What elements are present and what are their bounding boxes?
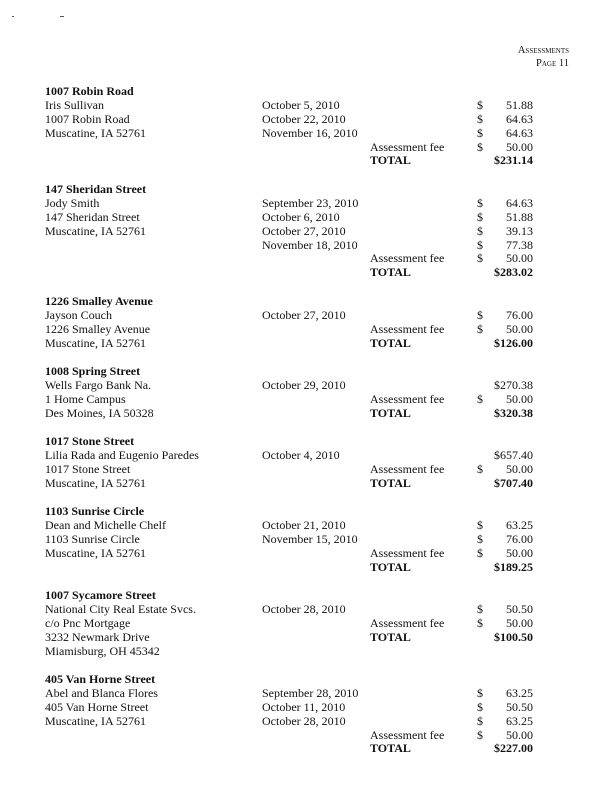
entry-row bbox=[45, 209, 533, 225]
amount-value: 51.88 bbox=[506, 209, 533, 224]
amount bbox=[477, 239, 533, 253]
fee-label: TOTAL bbox=[370, 559, 411, 574]
fee-label: TOTAL bbox=[370, 475, 411, 490]
amount bbox=[477, 729, 533, 743]
entry-row bbox=[45, 377, 533, 393]
amount bbox=[477, 127, 533, 141]
property-heading: 1008 Spring Street bbox=[45, 364, 141, 378]
currency-symbol: $ bbox=[477, 195, 483, 210]
entry-row bbox=[45, 615, 533, 631]
currency-symbol: $ bbox=[477, 601, 483, 616]
amount bbox=[477, 393, 533, 407]
property-heading: 1103 Sunrise Circle bbox=[45, 504, 145, 518]
fee-label: Assessment fee bbox=[370, 461, 445, 476]
property-heading: 1007 Robin Road bbox=[45, 84, 134, 98]
total-row bbox=[45, 335, 533, 351]
assessment-date: October 11, 2010 bbox=[262, 699, 346, 714]
amount-value: 64.63 bbox=[506, 125, 533, 140]
amount bbox=[477, 519, 533, 533]
page-number: Page 11 bbox=[536, 58, 569, 69]
assessment-date: September 28, 2010 bbox=[262, 685, 359, 700]
amount-value: 50.00 bbox=[506, 139, 533, 154]
owner-address-line: National City Real Estate Svcs. bbox=[45, 601, 196, 616]
fee-label: TOTAL bbox=[370, 335, 411, 350]
property-entry bbox=[45, 504, 533, 574]
amount-value: 64.63 bbox=[506, 111, 533, 126]
currency-symbol: $ bbox=[477, 97, 483, 112]
property-entry bbox=[45, 672, 533, 756]
currency-symbol: $ bbox=[477, 727, 483, 742]
fee-label: Assessment fee bbox=[370, 251, 445, 266]
property-entry bbox=[45, 588, 533, 658]
property-entry bbox=[45, 84, 533, 168]
currency-symbol: $ bbox=[477, 251, 483, 266]
assessment-date: September 23, 2010 bbox=[262, 195, 359, 210]
amount: $283.02 bbox=[494, 265, 533, 280]
amount-value: 50.50 bbox=[506, 699, 533, 714]
owner-address-line: 3232 Newmark Drive bbox=[45, 629, 150, 644]
assessment-date: November 15, 2010 bbox=[262, 531, 358, 546]
property-heading: 1017 Stone Street bbox=[45, 434, 135, 448]
owner-address-line: Muscatine, IA 52761 bbox=[45, 125, 146, 140]
entry-row bbox=[45, 223, 533, 239]
scan-mark bbox=[12, 16, 14, 17]
amount: $126.00 bbox=[494, 335, 533, 350]
entry-row bbox=[45, 727, 533, 743]
currency-symbol: $ bbox=[477, 685, 483, 700]
amount: $189.25 bbox=[494, 559, 533, 574]
property-heading: 405 Van Horne Street bbox=[45, 672, 156, 686]
entry-row bbox=[45, 321, 533, 337]
amount bbox=[477, 701, 533, 715]
amount-value: 77.38 bbox=[506, 237, 533, 252]
amount bbox=[477, 687, 533, 701]
fee-label: Assessment fee bbox=[370, 727, 445, 742]
total-row bbox=[45, 741, 533, 756]
currency-symbol: $ bbox=[477, 461, 483, 476]
owner-address-line: 1 Home Campus bbox=[45, 391, 126, 406]
assessment-date: October 28, 2010 bbox=[262, 713, 346, 728]
assessment-date: October 6, 2010 bbox=[262, 209, 340, 224]
owner-address-line: Jayson Couch bbox=[45, 307, 112, 322]
amount-value: 50.00 bbox=[506, 545, 533, 560]
owner-address-line: Abel and Blanca Flores bbox=[45, 685, 158, 700]
owner-address-line: Muscatine, IA 52761 bbox=[45, 713, 146, 728]
owner-address-line: 1017 Stone Street bbox=[45, 461, 131, 476]
fee-label: TOTAL bbox=[370, 265, 411, 280]
amount-value: 64.63 bbox=[506, 195, 533, 210]
owner-address-line: Muscatine, IA 52761 bbox=[45, 475, 146, 490]
entry-row bbox=[45, 97, 533, 113]
running-header-title: Assessments bbox=[517, 45, 569, 56]
owner-address-line: 1103 Sunrise Circle bbox=[45, 531, 140, 546]
amount-value: 51.88 bbox=[506, 97, 533, 112]
owner-address-line: Wells Fargo Bank Na. bbox=[45, 377, 152, 392]
amount bbox=[477, 617, 533, 631]
fee-label: Assessment fee bbox=[370, 139, 445, 154]
owner-address-line: Lilia Rada and Eugenio Paredes bbox=[45, 447, 199, 462]
entry-row bbox=[45, 517, 533, 533]
currency-symbol: $ bbox=[477, 125, 483, 140]
currency-symbol: $ bbox=[477, 237, 483, 252]
amount bbox=[477, 113, 533, 127]
amount: $231.14 bbox=[494, 153, 533, 168]
entry-row bbox=[45, 139, 533, 155]
owner-address-line: Des Moines, IA 50328 bbox=[45, 405, 154, 420]
assessment-date: October 28, 2010 bbox=[262, 601, 346, 616]
currency-symbol: $ bbox=[477, 615, 483, 630]
assessment-date: November 16, 2010 bbox=[262, 125, 358, 140]
entry-row bbox=[45, 237, 533, 253]
fee-label: Assessment fee bbox=[370, 545, 445, 560]
amount: $270.38 bbox=[494, 377, 533, 392]
total-row bbox=[45, 475, 533, 491]
assessment-date: October 5, 2010 bbox=[262, 97, 340, 112]
currency-symbol: $ bbox=[477, 531, 483, 546]
owner-address-line: Muscatine, IA 52761 bbox=[45, 335, 146, 350]
owner-address-line: 405 Van Horne Street bbox=[45, 699, 149, 714]
owner-address-line: Muscatine, IA 52761 bbox=[45, 545, 146, 560]
entry-row bbox=[45, 601, 533, 617]
entry-row bbox=[45, 111, 533, 127]
amount: $100.50 bbox=[494, 629, 533, 644]
amount-value: 50.00 bbox=[506, 461, 533, 476]
entry-row bbox=[45, 685, 533, 701]
amount bbox=[477, 323, 533, 337]
entry-row bbox=[45, 645, 505, 659]
assessment-date: October 22, 2010 bbox=[262, 111, 346, 126]
amount-value: 39.13 bbox=[506, 223, 533, 238]
total-row bbox=[45, 559, 533, 575]
entry-row bbox=[45, 447, 533, 463]
currency-symbol: $ bbox=[477, 699, 483, 714]
amount bbox=[477, 715, 533, 729]
amount-value: 63.25 bbox=[506, 685, 533, 700]
currency-symbol: $ bbox=[477, 517, 483, 532]
owner-address-line: 1226 Smalley Avenue bbox=[45, 321, 151, 336]
total-row bbox=[45, 405, 533, 421]
property-heading: 1007 Sycamore Street bbox=[45, 588, 156, 602]
entry-row bbox=[45, 545, 533, 561]
amount bbox=[477, 463, 533, 477]
entry-row bbox=[45, 531, 533, 547]
fee-label: TOTAL bbox=[370, 741, 411, 756]
amount: $657.40 bbox=[494, 447, 533, 462]
owner-address-line: Dean and Michelle Chelf bbox=[45, 517, 166, 532]
amount-value: 76.00 bbox=[506, 531, 533, 546]
fee-label: TOTAL bbox=[370, 153, 411, 168]
scan-mark bbox=[60, 16, 64, 17]
currency-symbol: $ bbox=[477, 713, 483, 728]
currency-symbol: $ bbox=[477, 545, 483, 560]
property-entry bbox=[45, 364, 533, 421]
owner-address-line: Iris Sullivan bbox=[45, 97, 104, 112]
property-entry bbox=[45, 182, 533, 280]
entry-row bbox=[45, 391, 533, 407]
assessment-date: October 27, 2010 bbox=[262, 307, 346, 322]
fee-label: Assessment fee bbox=[370, 615, 445, 630]
assessment-date: October 4, 2010 bbox=[262, 447, 340, 462]
entry-row bbox=[45, 251, 533, 266]
entry-row bbox=[45, 125, 533, 141]
amount-value: 76.00 bbox=[506, 307, 533, 322]
assessment-date: November 18, 2010 bbox=[262, 237, 358, 252]
owner-address-line: Jody Smith bbox=[45, 195, 100, 210]
owner-address-line: Muscatine, IA 52761 bbox=[45, 223, 146, 238]
currency-symbol: $ bbox=[477, 321, 483, 336]
owner-address-line: 147 Sheridan Street bbox=[45, 209, 140, 224]
fee-label: Assessment fee bbox=[370, 391, 445, 406]
amount bbox=[477, 547, 533, 561]
property-entry bbox=[45, 434, 533, 491]
amount: $320.38 bbox=[494, 405, 533, 420]
amount bbox=[477, 603, 533, 617]
assessment-date: October 27, 2010 bbox=[262, 223, 346, 238]
owner-address-line: Miamisburg, OH 45342 bbox=[45, 643, 160, 658]
amount bbox=[477, 211, 533, 225]
amount: $707.40 bbox=[494, 475, 533, 490]
property-heading: 1226 Smalley Avenue bbox=[45, 294, 153, 308]
currency-symbol: $ bbox=[477, 391, 483, 406]
owner-address-line: c/o Pnc Mortgage bbox=[45, 615, 131, 630]
entry-row bbox=[45, 307, 533, 323]
fee-label: Assessment fee bbox=[370, 321, 445, 336]
owner-address-line: 1007 Robin Road bbox=[45, 111, 130, 126]
amount bbox=[477, 141, 533, 155]
total-row bbox=[45, 629, 533, 645]
fee-label: TOTAL bbox=[370, 629, 411, 644]
amount bbox=[477, 99, 533, 113]
entry-row bbox=[45, 195, 533, 211]
amount-value: 50.00 bbox=[506, 727, 533, 742]
entry-row bbox=[45, 713, 533, 729]
currency-symbol: $ bbox=[477, 307, 483, 322]
amount-value: 50.00 bbox=[506, 321, 533, 336]
amount-value: 63.25 bbox=[506, 517, 533, 532]
entry-row bbox=[45, 461, 533, 477]
total-row bbox=[45, 153, 533, 168]
currency-symbol: $ bbox=[477, 139, 483, 154]
amount-value: 50.50 bbox=[506, 601, 533, 616]
assessment-date: October 29, 2010 bbox=[262, 377, 346, 392]
assessment-date: October 21, 2010 bbox=[262, 517, 346, 532]
amount-value: 50.00 bbox=[506, 391, 533, 406]
total-row bbox=[45, 265, 533, 280]
currency-symbol: $ bbox=[477, 209, 483, 224]
amount-value: 50.00 bbox=[506, 615, 533, 630]
currency-symbol: $ bbox=[477, 223, 483, 238]
entry-row bbox=[45, 699, 533, 715]
property-heading: 147 Sheridan Street bbox=[45, 182, 147, 196]
property-entry bbox=[45, 294, 533, 351]
amount-value: 50.00 bbox=[506, 251, 533, 266]
amount bbox=[477, 309, 533, 323]
fee-label: TOTAL bbox=[370, 405, 411, 420]
amount: $227.00 bbox=[494, 741, 533, 756]
amount bbox=[477, 197, 533, 211]
amount-value: 63.25 bbox=[506, 713, 533, 728]
amount bbox=[477, 533, 533, 547]
amount bbox=[477, 225, 533, 239]
currency-symbol: $ bbox=[477, 111, 483, 126]
amount bbox=[477, 252, 533, 266]
